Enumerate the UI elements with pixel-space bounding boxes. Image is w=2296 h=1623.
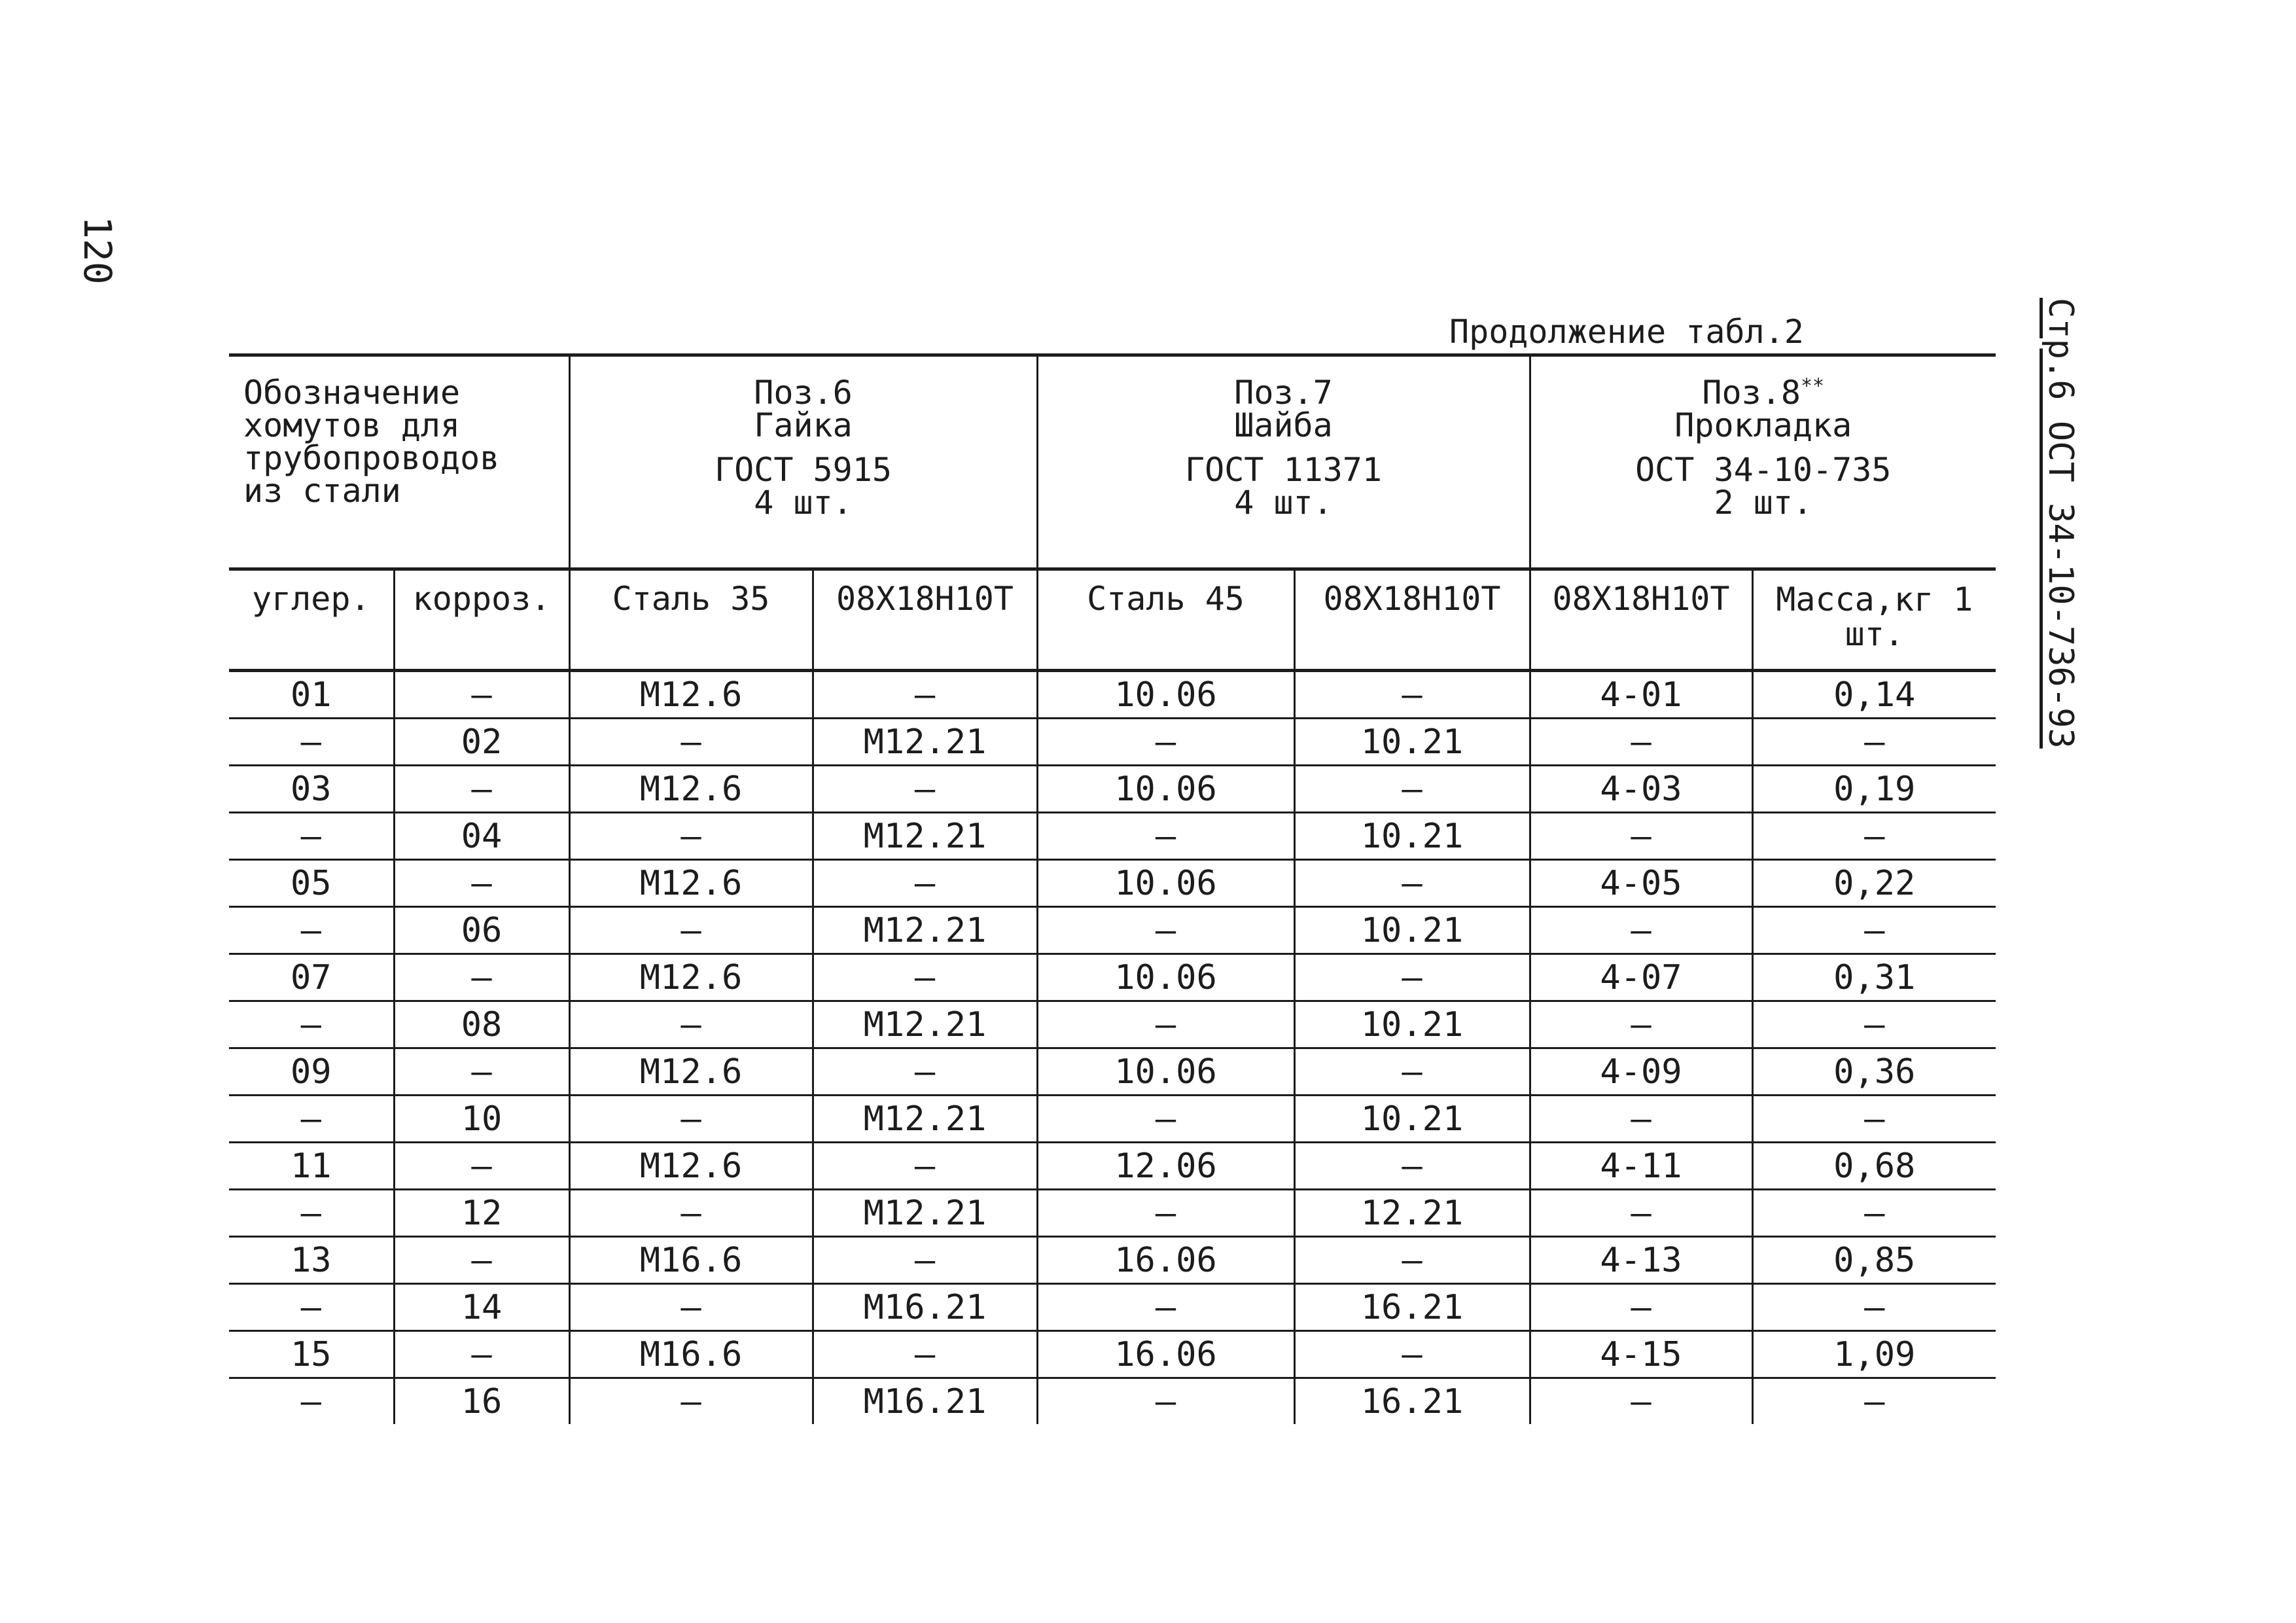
cell-corrosion: – bbox=[394, 766, 569, 813]
cell-nut-steel35: М12.6 bbox=[569, 860, 813, 907]
col-header-mass: Масса,кг 1 шт. bbox=[1752, 569, 1996, 671]
cell-nut-steel35: – bbox=[569, 813, 813, 860]
cell-washer-steel45: – bbox=[1037, 1096, 1294, 1143]
group-washer bbox=[1037, 355, 1530, 569]
cell-carbon: 03 bbox=[229, 766, 394, 813]
cell-gasket: – bbox=[1530, 1001, 1752, 1048]
cell-carbon: 05 bbox=[229, 860, 394, 907]
cell-nut-stainless: М12.21 bbox=[813, 719, 1037, 766]
table-row bbox=[229, 1237, 1996, 1284]
cell-mass: 0,36 bbox=[1752, 1048, 1996, 1096]
cell-nut-stainless: М12.21 bbox=[813, 1190, 1037, 1237]
cell-corrosion: 06 bbox=[394, 907, 569, 954]
cell-washer-stainless: 12.21 bbox=[1294, 1190, 1530, 1237]
cell-mass: 1,09 bbox=[1752, 1331, 1996, 1378]
cell-corrosion: – bbox=[394, 1237, 569, 1284]
cell-washer-stainless: – bbox=[1294, 671, 1530, 719]
cell-washer-steel45: 10.06 bbox=[1037, 1048, 1294, 1096]
cell-corrosion: 14 bbox=[394, 1284, 569, 1331]
cell-washer-stainless: 10.21 bbox=[1294, 1001, 1530, 1048]
cell-washer-stainless: 10.21 bbox=[1294, 907, 1530, 954]
cell-nut-steel35: – bbox=[569, 719, 813, 766]
col-header-nut-stainless: 08Х18Н10Т bbox=[813, 569, 1037, 671]
cell-nut-steel35: М16.6 bbox=[569, 1331, 813, 1378]
cell-mass: 0,14 bbox=[1752, 671, 1996, 719]
cell-gasket: 4-01 bbox=[1530, 671, 1752, 719]
cell-carbon: – bbox=[229, 813, 394, 860]
cell-nut-steel35: – bbox=[569, 907, 813, 954]
group-nut-name: Гайка bbox=[754, 406, 853, 444]
col-header-corrosion: корроз. bbox=[394, 569, 569, 671]
cell-washer-steel45: – bbox=[1037, 1001, 1294, 1048]
group-washer-standard: ГОСТ 11371 bbox=[1184, 451, 1383, 489]
cell-nut-stainless: М16.21 bbox=[813, 1378, 1037, 1425]
cell-washer-stainless: – bbox=[1294, 1331, 1530, 1378]
table-row bbox=[229, 954, 1996, 1001]
cell-washer-steel45: – bbox=[1037, 719, 1294, 766]
cell-nut-steel35: – bbox=[569, 1284, 813, 1331]
designation-header: Обозначение хомутов для трубопроводов из стали bbox=[229, 355, 569, 569]
cell-washer-steel45: – bbox=[1037, 907, 1294, 954]
group-header-row bbox=[229, 355, 1996, 569]
table-row bbox=[229, 1143, 1996, 1190]
cell-mass: – bbox=[1752, 813, 1996, 860]
cell-gasket: – bbox=[1530, 1284, 1752, 1331]
cell-carbon: 01 bbox=[229, 671, 394, 719]
cell-nut-steel35: М16.6 bbox=[569, 1237, 813, 1284]
table-row bbox=[229, 860, 1996, 907]
cell-corrosion: – bbox=[394, 1331, 569, 1378]
cell-gasket: – bbox=[1530, 813, 1752, 860]
cell-washer-steel45: – bbox=[1037, 1190, 1294, 1237]
table-row bbox=[229, 1096, 1996, 1143]
group-nut-pos: Поз.6 bbox=[754, 374, 853, 412]
group-washer-pos: Поз.7 bbox=[1234, 374, 1333, 412]
cell-washer-steel45: 10.06 bbox=[1037, 954, 1294, 1001]
cell-carbon: – bbox=[229, 1378, 394, 1425]
footnote-mark: ** bbox=[1800, 374, 1825, 398]
cell-nut-steel35: М12.6 bbox=[569, 954, 813, 1001]
cell-gasket: – bbox=[1530, 1190, 1752, 1237]
cell-carbon: 11 bbox=[229, 1143, 394, 1190]
cell-mass: 0,31 bbox=[1752, 954, 1996, 1001]
cell-gasket: – bbox=[1530, 1096, 1752, 1143]
page-number: 120 bbox=[75, 216, 120, 285]
table-row bbox=[229, 1001, 1996, 1048]
cell-washer-steel45: 10.06 bbox=[1037, 766, 1294, 813]
table-row bbox=[229, 813, 1996, 860]
cell-washer-steel45: 12.06 bbox=[1037, 1143, 1294, 1190]
cell-corrosion: – bbox=[394, 1048, 569, 1096]
cell-nut-stainless: – bbox=[813, 1143, 1037, 1190]
cell-nut-stainless: – bbox=[813, 1048, 1037, 1096]
cell-washer-stainless: – bbox=[1294, 954, 1530, 1001]
cell-washer-steel45: 10.06 bbox=[1037, 860, 1294, 907]
cell-mass: – bbox=[1752, 719, 1996, 766]
cell-carbon: – bbox=[229, 1190, 394, 1237]
cell-carbon: 13 bbox=[229, 1237, 394, 1284]
cell-nut-stainless: М12.21 bbox=[813, 907, 1037, 954]
col-header-gasket-stainless: 08Х18Н10Т bbox=[1530, 569, 1752, 671]
cell-washer-stainless: 16.21 bbox=[1294, 1378, 1530, 1425]
table-row bbox=[229, 1378, 1996, 1425]
table-row bbox=[229, 766, 1996, 813]
cell-washer-stainless: 10.21 bbox=[1294, 719, 1530, 766]
group-gasket-qty: 2 шт. bbox=[1714, 484, 1812, 522]
cell-nut-steel35: – bbox=[569, 1190, 813, 1237]
cell-washer-stainless: 10.21 bbox=[1294, 813, 1530, 860]
group-gasket-name: Прокладка bbox=[1674, 406, 1852, 444]
cell-mass: – bbox=[1752, 907, 1996, 954]
cell-nut-stainless: – bbox=[813, 954, 1037, 1001]
cell-gasket: – bbox=[1530, 719, 1752, 766]
cell-gasket: 4-13 bbox=[1530, 1237, 1752, 1284]
cell-nut-steel35: – bbox=[569, 1378, 813, 1425]
cell-washer-steel45: – bbox=[1037, 1284, 1294, 1331]
cell-corrosion: – bbox=[394, 954, 569, 1001]
cell-washer-steel45: – bbox=[1037, 1378, 1294, 1425]
cell-gasket: 4-09 bbox=[1530, 1048, 1752, 1096]
cell-gasket: – bbox=[1530, 907, 1752, 954]
cell-carbon: – bbox=[229, 1096, 394, 1143]
fasteners-table bbox=[229, 353, 1996, 1424]
cell-washer-steel45: 10.06 bbox=[1037, 671, 1294, 719]
cell-washer-stainless: 10.21 bbox=[1294, 1096, 1530, 1143]
cell-nut-stainless: – bbox=[813, 1331, 1037, 1378]
table-row bbox=[229, 1048, 1996, 1096]
cell-mass: – bbox=[1864, 1382, 1885, 1421]
table-row bbox=[229, 719, 1996, 766]
cell-nut-steel35: М12.6 bbox=[569, 671, 813, 719]
cell-washer-steel45: 16.06 bbox=[1037, 1237, 1294, 1284]
cell-carbon: 07 bbox=[229, 954, 394, 1001]
cell-gasket: 4-03 bbox=[1530, 766, 1752, 813]
group-nut-qty: 4 шт. bbox=[754, 484, 853, 522]
cell-mass: – bbox=[1752, 1284, 1996, 1331]
cell-corrosion: 16 bbox=[394, 1378, 569, 1425]
group-nut-standard: ГОСТ 5915 bbox=[715, 451, 892, 489]
cell-gasket: – bbox=[1530, 1378, 1752, 1425]
cell-carbon: – bbox=[229, 1284, 394, 1331]
column-header-row bbox=[229, 569, 1996, 671]
group-gasket bbox=[1530, 355, 1996, 569]
cell-gasket: 4-07 bbox=[1530, 954, 1752, 1001]
cell-washer-stainless: – bbox=[1294, 1143, 1530, 1190]
cell-washer-steel45: 16.06 bbox=[1037, 1331, 1294, 1378]
document-code: Стр.6 ОСТ 34-10-736-93 bbox=[2041, 298, 2080, 749]
cell-corrosion: 02 bbox=[394, 719, 569, 766]
group-gasket-standard: ОСТ 34-10-735 bbox=[1635, 451, 1892, 489]
cell-nut-steel35: – bbox=[569, 1001, 813, 1048]
table-row bbox=[229, 1331, 1996, 1378]
cell-nut-steel35: – bbox=[569, 1096, 813, 1143]
cell-washer-stainless: – bbox=[1294, 860, 1530, 907]
col-header-washer-stainless: 08Х18Н10Т bbox=[1294, 569, 1530, 671]
cell-washer-stainless: – bbox=[1294, 766, 1530, 813]
continuation-label: Продолжение табл.2 bbox=[1449, 313, 1804, 351]
group-washer-name: Шайба bbox=[1234, 406, 1333, 444]
col-header-washer-steel45: Сталь 45 bbox=[1037, 569, 1294, 671]
cell-corrosion: 04 bbox=[394, 813, 569, 860]
cell-nut-steel35: М12.6 bbox=[569, 1048, 813, 1096]
cell-mass: – bbox=[1752, 1096, 1996, 1143]
col-header-nut-steel35: Сталь 35 bbox=[569, 569, 813, 671]
cell-mass: – bbox=[1752, 1001, 1996, 1048]
cell-mass: 0,85 bbox=[1752, 1237, 1996, 1284]
cell-washer-stainless: – bbox=[1294, 1048, 1530, 1096]
cell-gasket: 4-15 bbox=[1530, 1331, 1752, 1378]
cell-carbon: 09 bbox=[229, 1048, 394, 1096]
group-washer-qty: 4 шт. bbox=[1234, 484, 1333, 522]
table-row bbox=[229, 907, 1996, 954]
cell-carbon: – bbox=[229, 1001, 394, 1048]
cell-mass: 0,19 bbox=[1752, 766, 1996, 813]
cell-corrosion: – bbox=[394, 671, 569, 719]
group-nut bbox=[569, 355, 1037, 569]
cell-nut-stainless: М12.21 bbox=[813, 1001, 1037, 1048]
cell-carbon: 15 bbox=[229, 1331, 394, 1378]
cell-corrosion: 10 bbox=[394, 1096, 569, 1143]
cell-nut-steel35: М12.6 bbox=[569, 766, 813, 813]
table-row bbox=[229, 671, 1996, 719]
cell-nut-stainless: М12.21 bbox=[813, 813, 1037, 860]
table-row bbox=[229, 1284, 1996, 1331]
cell-mass: 0,22 bbox=[1752, 860, 1996, 907]
cell-corrosion: – bbox=[394, 860, 569, 907]
cell-nut-stainless: М16.21 bbox=[813, 1284, 1037, 1331]
col-header-carbon: углер. bbox=[229, 569, 394, 671]
cell-washer-stainless: – bbox=[1294, 1237, 1530, 1284]
table-row bbox=[229, 1190, 1996, 1237]
cell-gasket: 4-05 bbox=[1530, 860, 1752, 907]
cell-washer-steel45: – bbox=[1037, 813, 1294, 860]
cell-mass: 0,68 bbox=[1752, 1143, 1996, 1190]
cell-corrosion: 08 bbox=[394, 1001, 569, 1048]
cell-carbon: – bbox=[229, 719, 394, 766]
group-gasket-pos: Поз.8 bbox=[1702, 374, 1801, 412]
cell-gasket: 4-11 bbox=[1530, 1143, 1752, 1190]
cell-mass: – bbox=[1752, 1190, 1996, 1237]
cell-nut-stainless: – bbox=[813, 766, 1037, 813]
cell-nut-stainless: М12.21 bbox=[813, 1096, 1037, 1143]
cell-nut-stainless: – bbox=[813, 671, 1037, 719]
cell-nut-stainless: – bbox=[813, 1237, 1037, 1284]
cell-carbon: – bbox=[229, 907, 394, 954]
cell-nut-steel35: М12.6 bbox=[569, 1143, 813, 1190]
cell-corrosion: 12 bbox=[394, 1190, 569, 1237]
cell-nut-stainless: – bbox=[813, 860, 1037, 907]
cell-corrosion: – bbox=[394, 1143, 569, 1190]
cell-washer-stainless: 16.21 bbox=[1294, 1284, 1530, 1331]
